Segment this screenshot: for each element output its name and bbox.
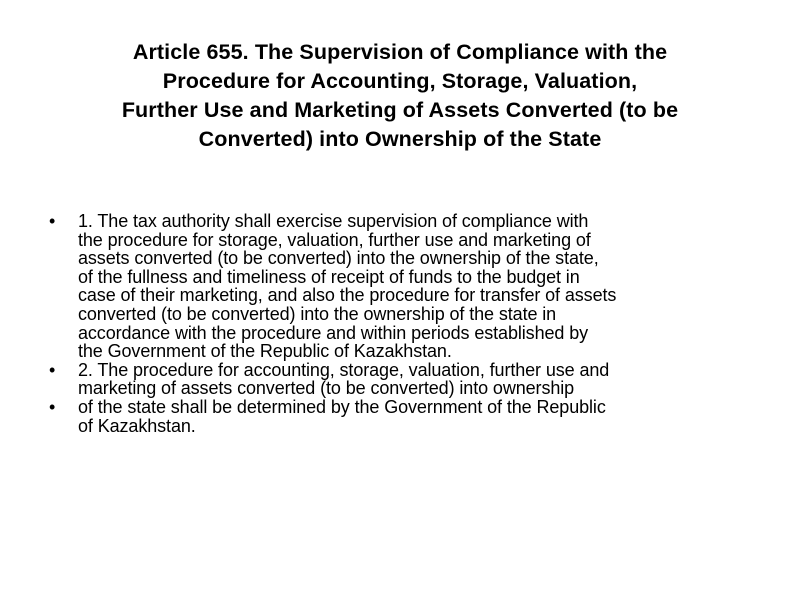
text-line: converted (to be converted) into the ownership of the state in <box>78 303 557 324</box>
bullet-marker: • <box>49 396 56 417</box>
text-line: marketing of assets converted (to be converted) into ownership <box>78 378 575 399</box>
bullet-item-1 <box>40 212 760 361</box>
bullet-marker: • <box>49 359 56 380</box>
text-line: 2. The procedure for accounting, storage, valuation, further use and <box>78 359 610 380</box>
bullet-text <box>78 361 760 398</box>
title-line: Converted) into Ownership of the State <box>198 127 602 151</box>
text-line: of the fullness and timeliness of receipt of funds to the budget in <box>78 266 580 287</box>
bullet-marker: • <box>49 211 56 231</box>
text-line: 1. The tax authority shall exercise supervision of compliance with <box>78 211 589 231</box>
text-line: the Government of the Republic of Kazakhstan. <box>78 341 452 362</box>
bullet-item-3 <box>40 398 760 435</box>
text-line: the procedure for storage, valuation, further use and marketing of <box>78 229 591 250</box>
bullet-item-2 <box>40 361 760 398</box>
title-line: Procedure for Accounting, Storage, Valuation, <box>162 69 638 93</box>
bullet-list <box>40 212 760 435</box>
text-line: accordance with the procedure and within periods established by <box>78 322 589 343</box>
bullet-text <box>78 398 760 435</box>
slide-title <box>40 38 760 154</box>
text-line: of the state shall be determined by the Government of the Republic <box>78 396 606 417</box>
text-line: of Kazakhstan. <box>78 415 196 436</box>
title-line: Further Use and Marketing of Assets Converted (to be <box>121 98 679 122</box>
title-line: Article 655. The Supervision of Compliance with the <box>132 40 668 64</box>
bullet-text <box>78 212 760 361</box>
text-line: case of their marketing, and also the procedure for transfer of assets <box>78 285 617 306</box>
text-line: assets converted (to be converted) into the ownership of the state, <box>78 248 599 269</box>
